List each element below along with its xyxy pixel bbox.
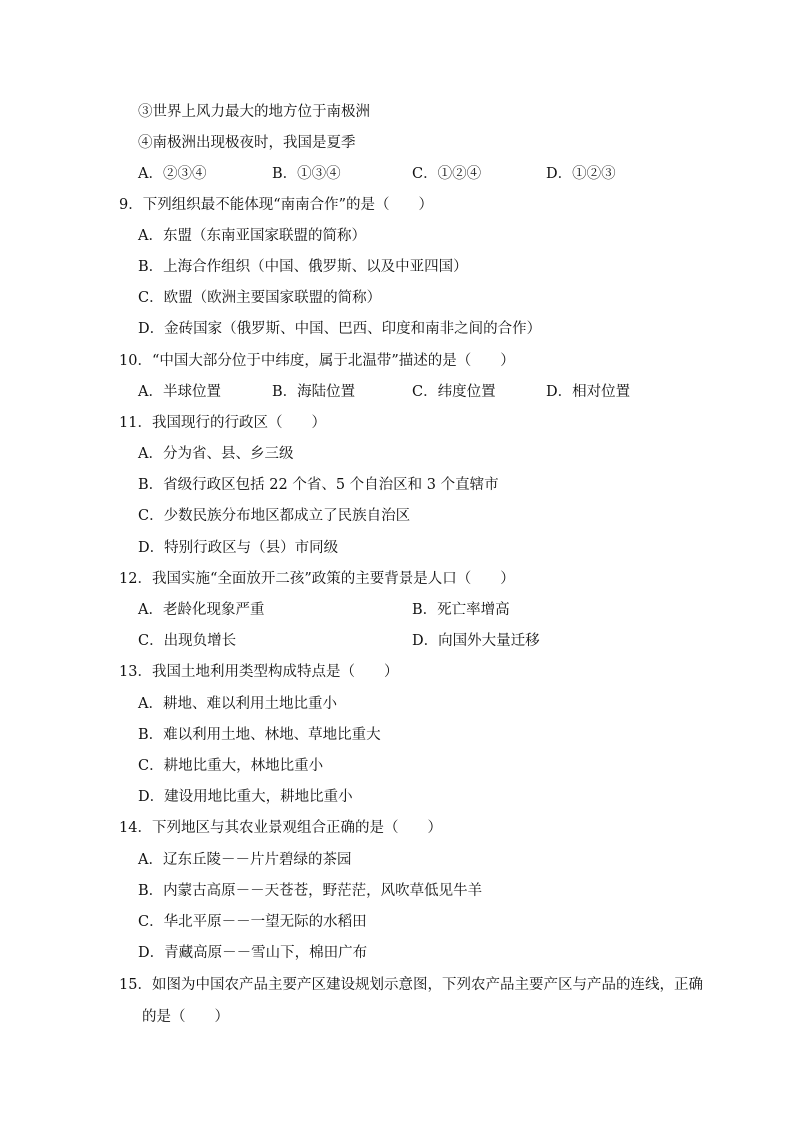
q15-stem-line-1: 15．如图为中国农产品主要产区建设规划示意图，下列农产品主要产区与产品的连线，正确	[119, 977, 703, 993]
q14-stem: 14．下列地区与其农业景观组合正确的是（ ）	[119, 820, 442, 836]
q8-option-d[interactable]: D．①②③	[546, 166, 616, 182]
q12-option-d[interactable]: D．向国外大量迁移	[412, 633, 540, 649]
q8-statement-3: ③世界上风力最大的地方位于南极洲	[138, 104, 370, 120]
q8-statement-4: ④南极洲出现极夜时，我国是夏季	[138, 135, 356, 151]
q14-option-d[interactable]: D．青藏高原－－雪山下，棉田广布	[138, 945, 368, 961]
q14-option-c[interactable]: C．华北平原－－一望无际的水稻田	[138, 914, 367, 930]
q12-option-b[interactable]: B．死亡率增高	[412, 602, 510, 618]
q8-option-a[interactable]: A．②③④	[138, 166, 207, 182]
q8-option-c[interactable]: C．①②④	[412, 166, 482, 182]
q12-options-row-1	[138, 600, 738, 620]
q13-stem: 13．我国土地利用类型构成特点是（ ）	[119, 664, 399, 680]
q8-option-b[interactable]: B．①③④	[272, 166, 341, 182]
q13-option-b[interactable]: B．难以利用土地、林地、草地比重大	[138, 727, 381, 743]
q9-option-b[interactable]: B．上海合作组织（中国、俄罗斯、以及中亚四国）	[138, 259, 468, 275]
q12-option-c[interactable]: C．出现负增长	[138, 633, 237, 649]
q14-option-a[interactable]: A．辽东丘陵－－片片碧绿的茶园	[138, 852, 352, 868]
q11-option-a[interactable]: A．分为省、县、乡三级	[138, 446, 294, 462]
q10-stem: 10．“中国大部分位于中纬度，属于北温带”描述的是（ ）	[119, 353, 515, 369]
q9-option-d[interactable]: D．金砖国家（俄罗斯、中国、巴西、印度和南非之间的合作）	[138, 321, 542, 337]
q9-stem: 9．下列组织最不能体现“南南合作”的是（ ）	[119, 197, 434, 213]
q13-option-d[interactable]: D．建设用地比重大，耕地比重小	[138, 789, 353, 805]
q12-option-a[interactable]: A．老龄化现象严重	[138, 602, 265, 618]
q10-option-a[interactable]: A．半球位置	[138, 384, 221, 400]
q11-option-c[interactable]: C．少数民族分布地区都成立了民族自治区	[138, 508, 411, 524]
q10-option-d[interactable]: D．相对位置	[546, 384, 631, 400]
q10-option-c[interactable]: C．纬度位置	[412, 384, 496, 400]
q10-option-b[interactable]: B．海陆位置	[272, 384, 356, 400]
q9-option-c[interactable]: C．欧盟（欧洲主要国家联盟的简称）	[138, 290, 382, 306]
q14-option-b[interactable]: B．内蒙古高原－－天苍苍，野茫茫，风吹草低见牛羊	[138, 883, 483, 899]
q13-option-c[interactable]: C．耕地比重大，林地比重小	[138, 758, 324, 774]
q15-stem-line-2: 的是（ ）	[142, 1009, 229, 1025]
q11-option-d[interactable]: D．特别行政区与（县）市同级	[138, 540, 339, 556]
q11-option-b[interactable]: B．省级行政区包括 22 个省、5 个自治区和 3 个直辖市	[138, 477, 499, 493]
q11-stem: 11．我国现行的行政区（ ）	[119, 415, 326, 431]
q12-options-row-2	[138, 631, 738, 651]
q9-option-a[interactable]: A．东盟（东南亚国家联盟的简称）	[138, 228, 366, 244]
q12-stem: 12．我国实施“全面放开二孩”政策的主要背景是人口（ ）	[119, 571, 515, 587]
q13-option-a[interactable]: A．耕地、难以利用土地比重小	[138, 696, 337, 712]
q10-options	[138, 382, 738, 402]
q8-options	[138, 164, 738, 184]
